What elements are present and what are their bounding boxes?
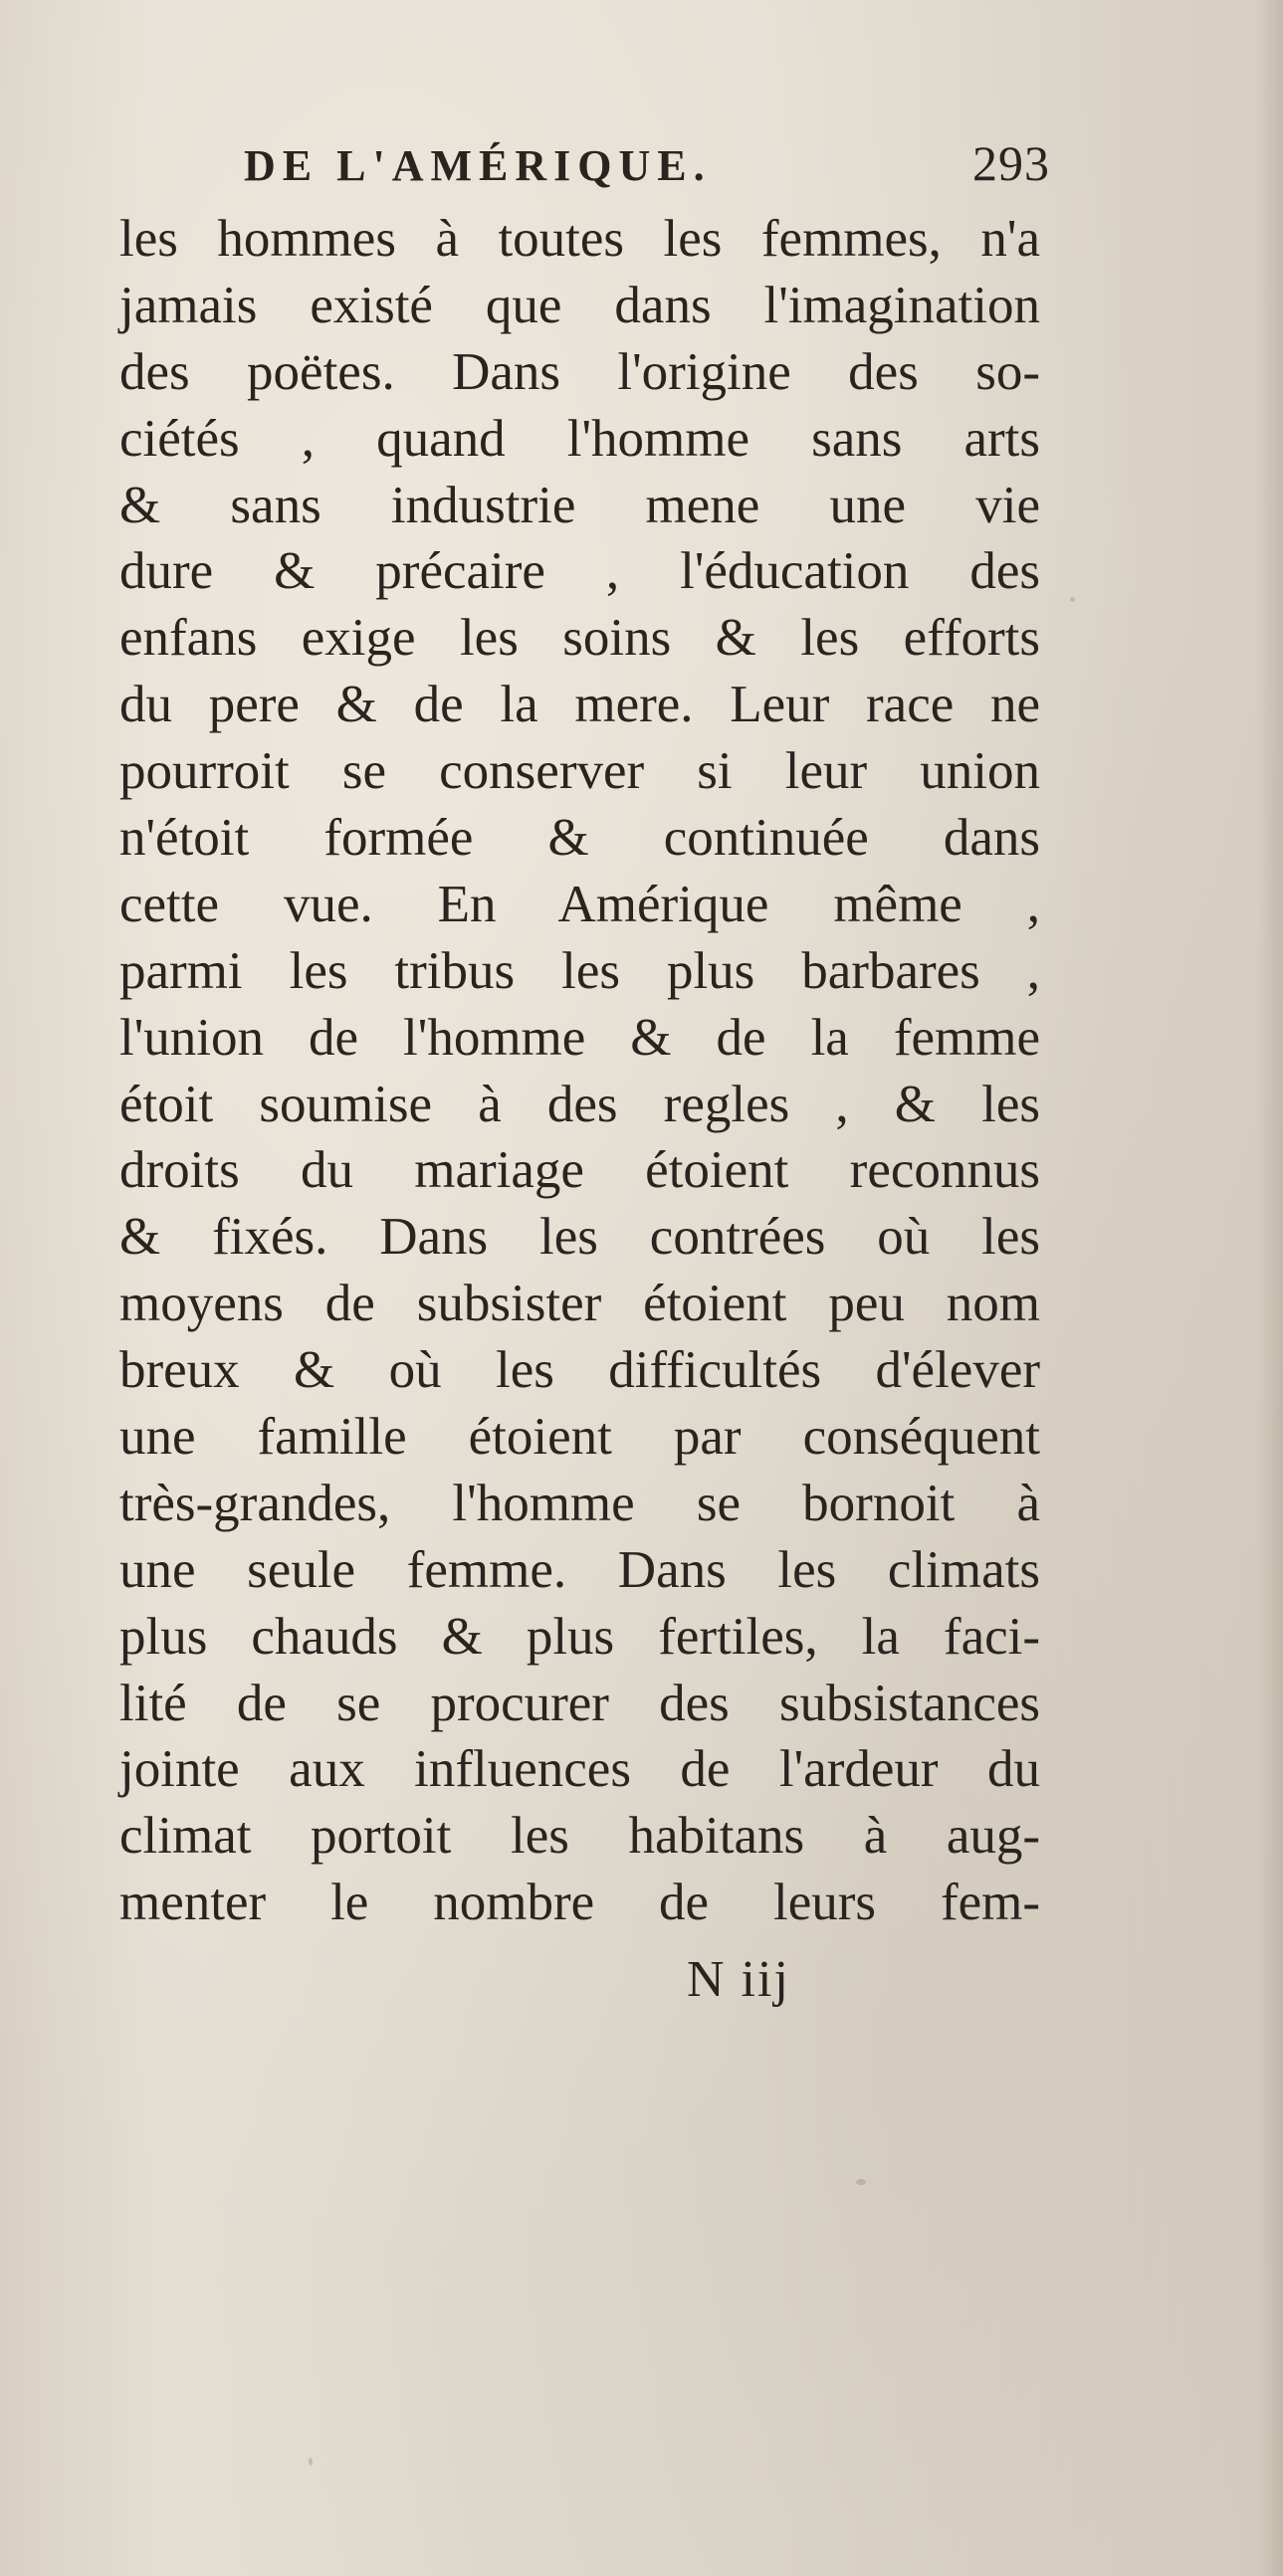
paper-spot [309,2458,313,2466]
text-line: pourroit se conserver si leur union [119,742,1040,801]
running-title: DE L'AMÉRIQUE. [244,141,712,190]
text-line: étoit soumise à des regles , & les [119,1075,1040,1133]
paper-spot [856,2179,866,2185]
text-line: une seule femme. Dans les climats [119,1540,1040,1599]
text-line: plus chauds & plus fertiles, la faci- [119,1607,1040,1666]
running-head [244,134,1050,194]
text-line: & sans industrie mene une vie [119,476,1040,534]
text-line: du pere & de la mere. Leur race ne [119,676,1040,734]
text-line: cette vue. En Amérique même , [119,875,1040,933]
page-edge-shadow [1257,0,1283,2576]
text-line: jointe aux influences de l'ardeur du [119,1740,1040,1799]
text-line: l'union de l'homme & de la femme [119,1008,1040,1067]
text-line: & fixés. Dans les contrées où les [119,1208,1040,1267]
text-line: jamais existé que dans l'imagination [119,276,1040,334]
text-line: très-grandes, l'homme se bornoit à [119,1474,1040,1532]
page-number: 293 [972,135,1050,191]
text-line: dure & précaire , l'éducation des [119,542,1040,601]
text-line: une famille étoient par conséquent [119,1408,1040,1467]
text-line: ciétés , quand l'homme sans arts [119,409,1040,468]
paper-spot [1070,597,1075,602]
text-line: breux & où les difficultés d'élever [119,1341,1040,1400]
text-line: climat portoit les habitans à aug- [119,1807,1040,1866]
signature-mark: N iij [687,1951,790,2008]
text-line: des poëtes. Dans l'origine des so- [119,342,1040,401]
body-text [119,206,1040,1936]
text-line: n'étoit formée & continuée dans [119,809,1040,868]
text-line: moyens de subsister étoient peu nom [119,1275,1040,1333]
text-line: parmi les tribus les plus barbares , [119,941,1040,1000]
text-line: les hommes à toutes les femmes, n'a [119,210,1040,268]
text-line: enfans exige les soins & les efforts [119,609,1040,668]
text-line: lité de se procurer des subsistances [119,1674,1040,1732]
text-line: droits du mariage étoient reconnus [119,1141,1040,1200]
text-line: menter le nombre de leurs fem- [119,1874,1040,1932]
